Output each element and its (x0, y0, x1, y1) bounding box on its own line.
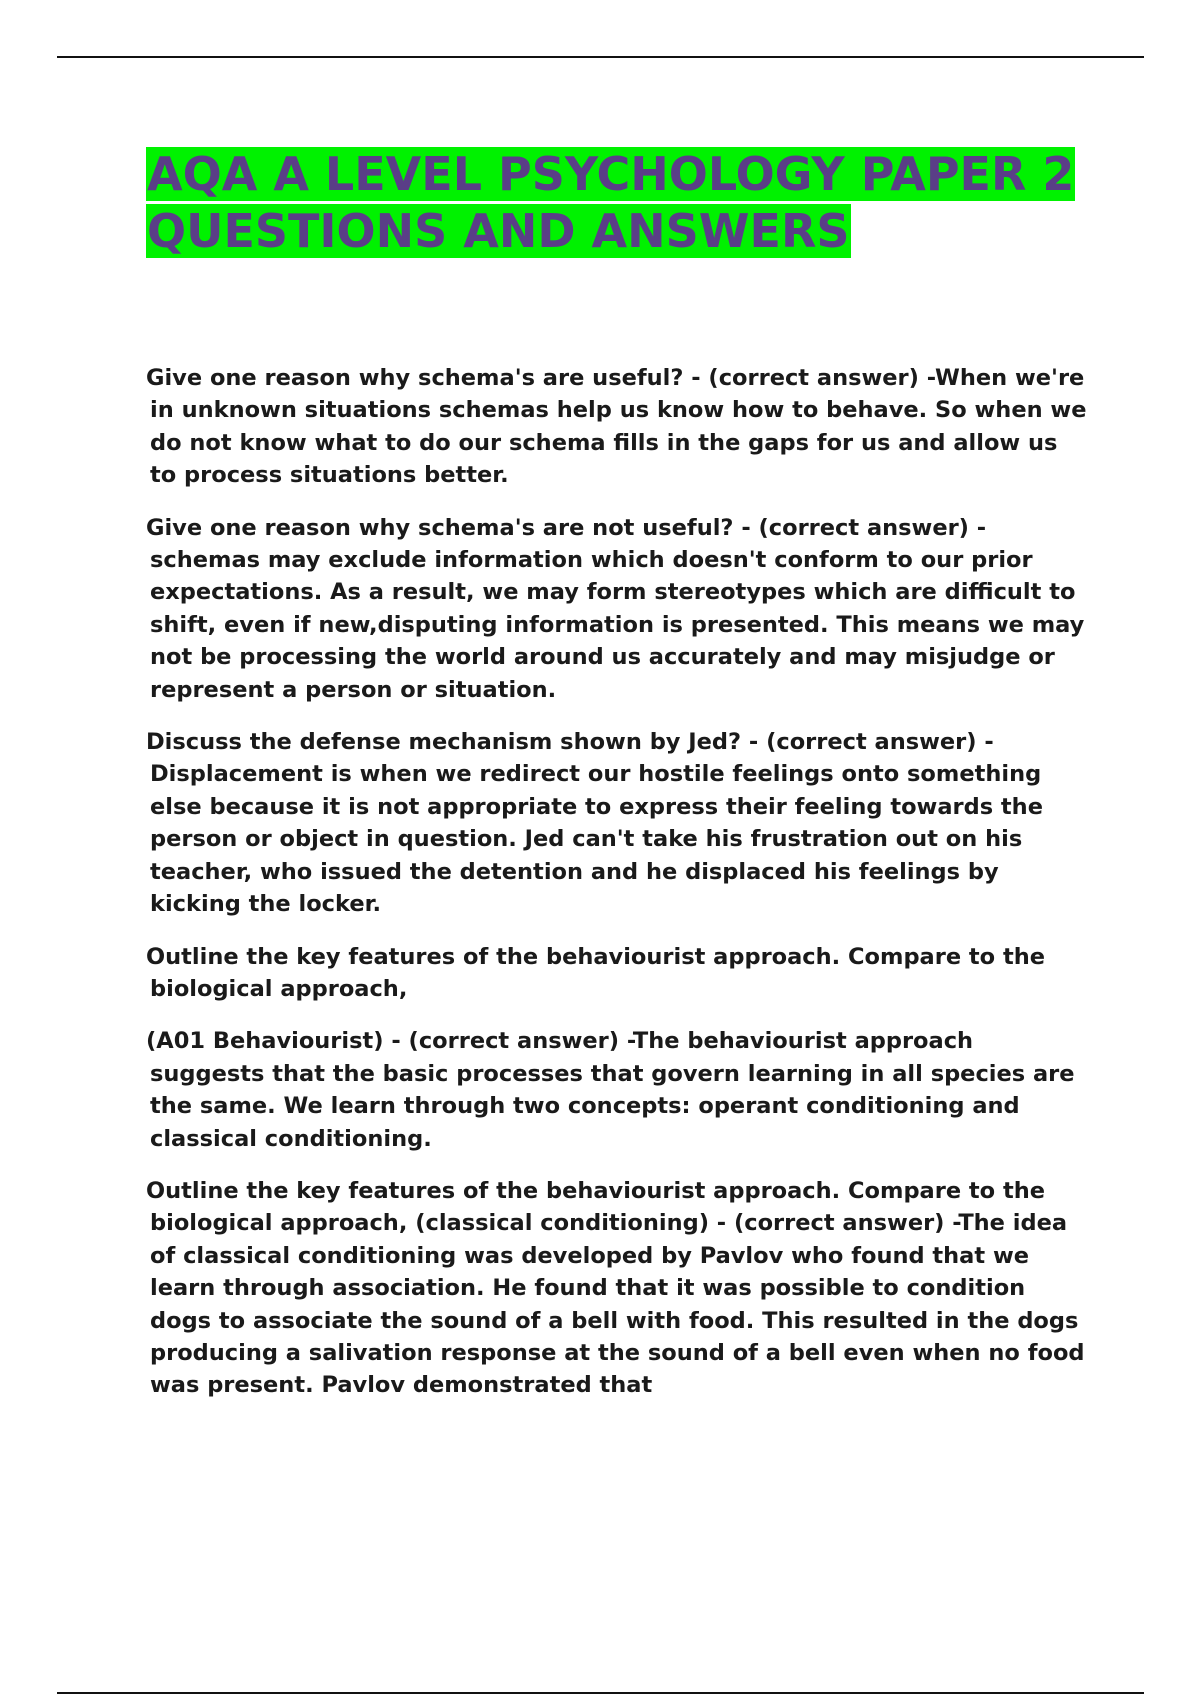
footer-rule (57, 1692, 1144, 1694)
qa-paragraph-2: Give one reason why schema's are not useful? - (correct answer) -schemas may exclude information which doesn't conform to our prior expectations. As a result, we may form stereotypes which are difficult to shift, even if new,disputing information is presented. This means we may not be processing the world around us accurately and may misjudge or represent a person or situation. (146, 514, 1085, 703)
document-body (146, 362, 1091, 1422)
qa-paragraph-6: Outline the key features of the behaviourist approach. Compare to the biological approach, (classical conditioning) - (correct answer) -The idea of classical conditioning was developed by Pavlov who found that we learn through association. He found that it was possible to condition dogs to associate the sound of a bell with food. This resulted in the dogs producing a salivation response at the sound of a bell even when no food was present. Pavlov demonstrated that (146, 1177, 1085, 1399)
title-highlight: AQA A LEVEL PSYCHOLOGY PAPER 2 QUESTIONS AND ANSWERS (147, 147, 1075, 258)
qa-paragraph-4: Outline the key features of the behaviourist approach. Compare to the biological approach, (146, 943, 1046, 1002)
qa-paragraph-1: Give one reason why schema's are useful? - (correct answer) -When we're in unknown situations schemas help us know how to behave. So when we do not know what to do our schema fills in the gaps for us and allow us to process situations better. (146, 365, 1087, 489)
document-title (146, 146, 1086, 260)
qa-paragraph-3: Discuss the defense mechanism shown by Jed? - (correct answer) -Displacement is when we redirect our hostile feelings onto something else because it is not appropriate to express their feeling towards the person or object in question. Jed can't take his frustration out on his teacher, who issued the detention and he displaced his feelings by kicking the locker. (146, 729, 1043, 918)
qa-paragraph-5: (A01 Behaviourist) - (correct answer) -The behaviourist approach suggests that the basic processes that govern learning in all species are the same. We learn through two concepts: operant conditioning and classical conditioning. (146, 1028, 1075, 1152)
header-rule (57, 56, 1144, 58)
